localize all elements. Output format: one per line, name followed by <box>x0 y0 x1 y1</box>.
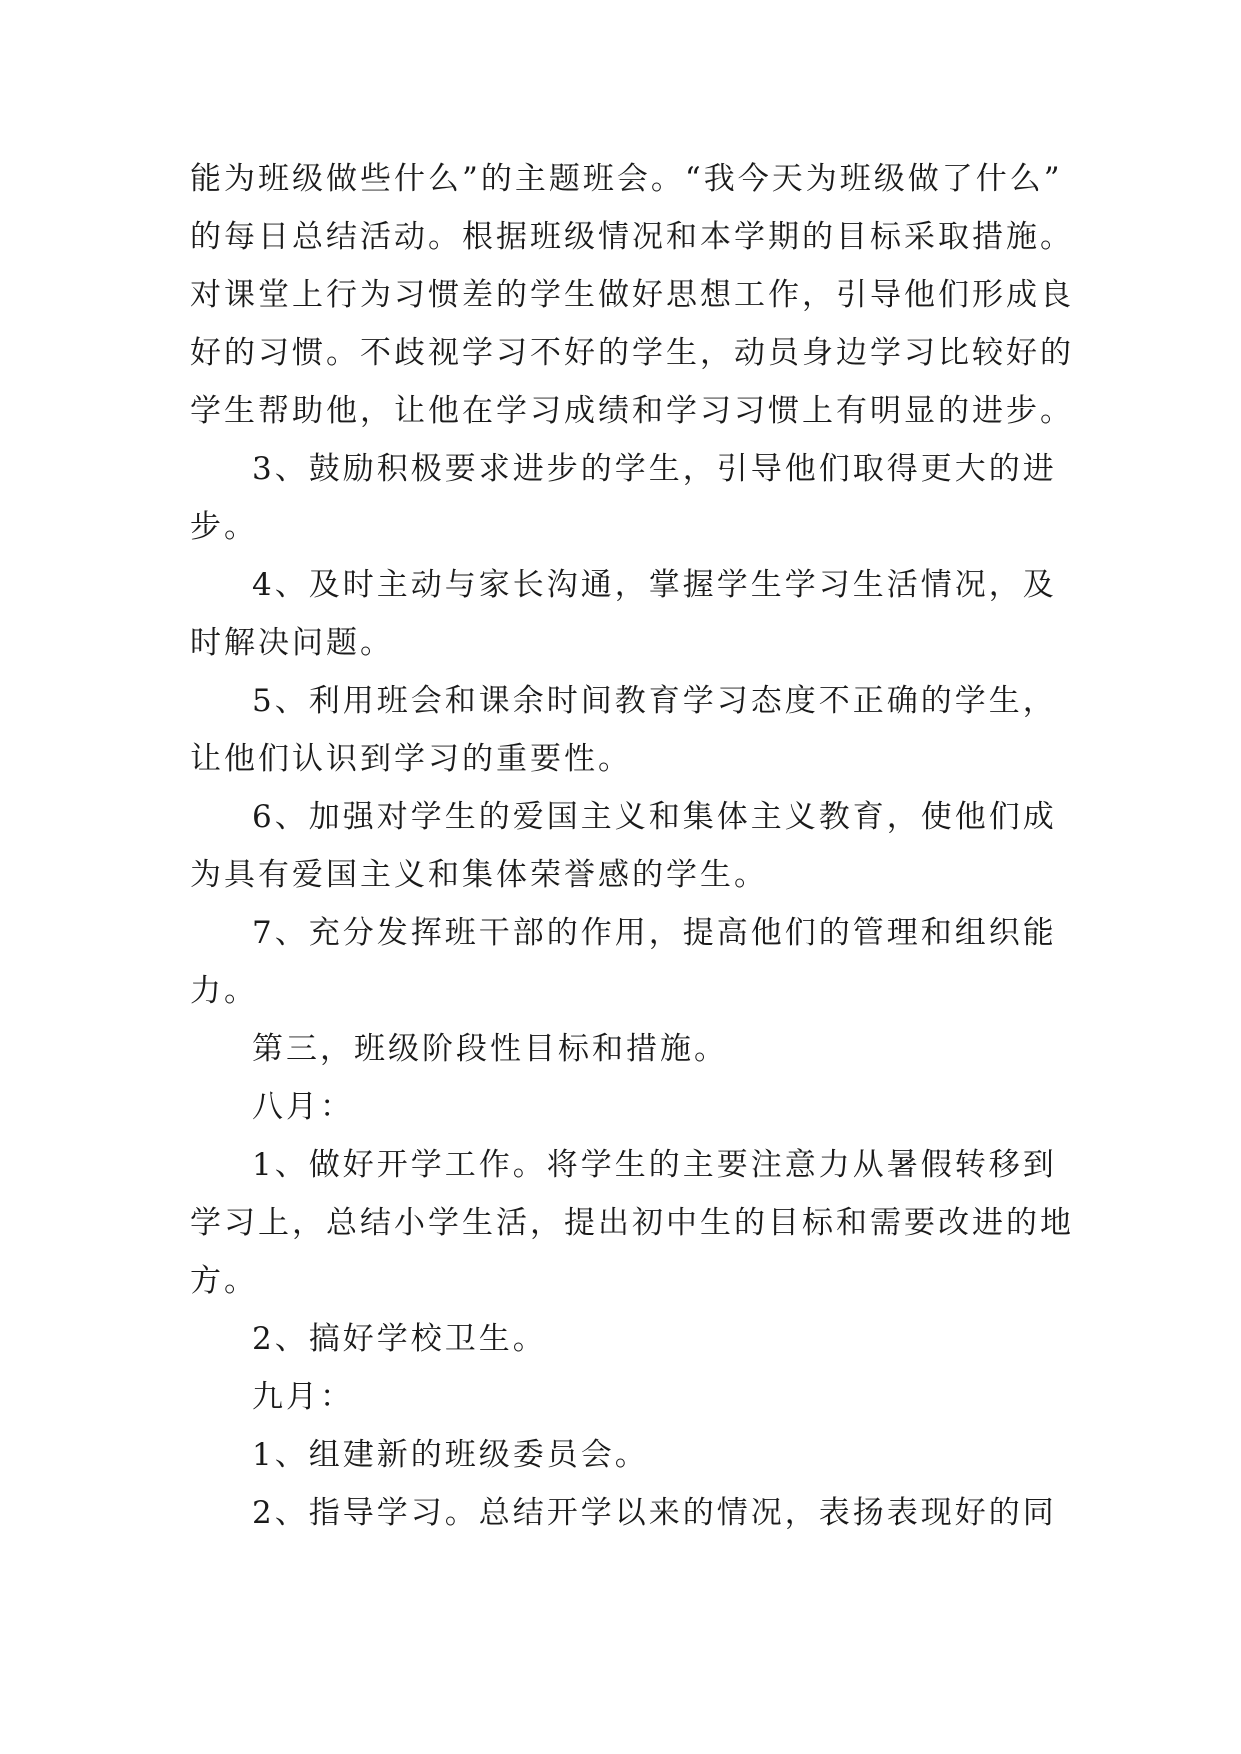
paragraph-august-item-2 <box>190 1310 1050 1368</box>
text-line: 学习上，总结小学生活，提出初中生的目标和需要改进的地 <box>190 1205 1074 1241</box>
paragraph-september-item-2 <box>190 1484 1057 1542</box>
text-line: 八月： <box>252 1089 354 1125</box>
text-line: 九月： <box>252 1379 354 1415</box>
paragraph-item-7 <box>190 904 1057 1020</box>
text-line: 步。 <box>190 509 258 545</box>
text-line: 1、做好开学工作。将学生的主要注意力从暑假转移到 <box>252 1147 1057 1183</box>
text-line: 对课堂上行为习惯差的学生做好思想工作，引导他们形成良 <box>190 277 1074 313</box>
text-line: 第三，班级阶段性目标和措施。 <box>252 1031 728 1067</box>
text-line: 力。 <box>190 973 258 1009</box>
text-line: 让他们认识到学习的重要性。 <box>190 741 632 777</box>
text-line: 为具有爱国主义和集体荣誉感的学生。 <box>190 857 768 893</box>
text-line: 的每日总结活动。根据班级情况和本学期的目标采取措施。 <box>190 219 1074 255</box>
section-heading <box>190 1020 1050 1078</box>
document-body <box>190 150 1074 1542</box>
month-heading-august <box>190 1078 1050 1136</box>
text-line: 方。 <box>190 1263 258 1299</box>
paragraph-item-3 <box>190 440 1057 556</box>
text-line: 1、组建新的班级委员会。 <box>252 1437 649 1473</box>
paragraph-continuation <box>190 150 1074 440</box>
text-line: 3、鼓励积极要求进步的学生，引导他们取得更大的进 <box>252 451 1057 487</box>
paragraph-item-5 <box>190 672 1057 788</box>
text-line: 2、搞好学校卫生。 <box>252 1321 547 1357</box>
text-line: 5、利用班会和课余时间教育学习态度不正确的学生， <box>252 683 1057 719</box>
text-line: 时解决问题。 <box>190 625 394 661</box>
paragraph-september-item-1 <box>190 1426 1050 1484</box>
text-line: 4、及时主动与家长沟通，掌握学生学习生活情况，及 <box>252 567 1057 603</box>
text-line: 2、指导学习。总结开学以来的情况，表扬表现好的同 <box>252 1495 1057 1531</box>
paragraph-item-6 <box>190 788 1057 904</box>
paragraph-item-4 <box>190 556 1057 672</box>
text-line: 6、加强对学生的爱国主义和集体主义教育，使他们成 <box>252 799 1057 835</box>
paragraph-august-item-1 <box>190 1136 1074 1310</box>
month-heading-september <box>190 1368 1050 1426</box>
text-line: 学生帮助他，让他在学习成绩和学习习惯上有明显的进步。 <box>190 393 1074 429</box>
text-line: 7、充分发挥班干部的作用，提高他们的管理和组织能 <box>252 915 1057 951</box>
text-line: 能为班级做些什么”的主题班会。“我今天为班级做了什么” <box>190 161 1063 197</box>
text-line: 好的习惯。不歧视学习不好的学生，动员身边学习比较好的 <box>190 335 1074 371</box>
